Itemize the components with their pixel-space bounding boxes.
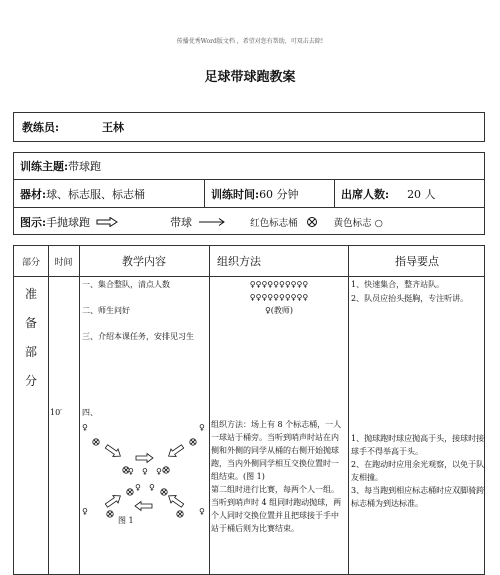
figure-label: 图 1 xyxy=(118,516,134,525)
content-item: 三、介绍本课任务，安排见习生 xyxy=(82,332,194,341)
point-item: 2、队员应抬头挺胸，专注听讲。 xyxy=(351,294,469,303)
time-label: 训练时间: xyxy=(211,187,260,201)
svg-text:♀: ♀ xyxy=(142,467,148,476)
lesson-plan-table xyxy=(13,245,485,575)
col-divider xyxy=(348,246,349,574)
formation-row: ♀(教师) xyxy=(264,306,294,315)
content-item: 二、师生问好 xyxy=(82,306,130,315)
svg-text:♀: ♀ xyxy=(149,483,155,492)
attendance-value: 20 人 xyxy=(407,187,436,201)
header-time: 时间 xyxy=(54,257,73,268)
prep-char: 准 xyxy=(24,287,37,301)
coach-name: 王林 xyxy=(102,121,124,134)
point-item: 3、每当跑到相应标志桶时应双脚骑跨标志桶为到达标准。 xyxy=(351,486,485,508)
svg-text:♀: ♀ xyxy=(82,507,88,516)
line-arrow-icon xyxy=(198,217,226,227)
prep-char: 分 xyxy=(24,374,37,388)
content-items xyxy=(82,278,208,344)
col-divider xyxy=(48,246,49,574)
point-item: 1、抛球跑时球应抛高于头，接球时接球手不得举高于头。 xyxy=(351,434,485,456)
svg-text:♀: ♀ xyxy=(199,423,205,432)
time-cell xyxy=(205,180,335,207)
hollow-arrow-icon xyxy=(96,217,118,227)
svg-text:♀: ♀ xyxy=(128,467,134,476)
svg-text:♀: ♀ xyxy=(199,507,205,516)
legend-dribble xyxy=(170,214,226,230)
col-divider xyxy=(209,246,210,574)
legend-yellow-cone-text: 黄色标志 ○ xyxy=(333,217,383,229)
coach-box xyxy=(13,112,485,142)
attendance-cell xyxy=(335,180,484,207)
formation-diagram xyxy=(211,278,347,317)
drill-figure xyxy=(80,418,208,528)
item4-label: 四、 xyxy=(82,408,98,417)
legend-label: 图示: xyxy=(20,215,47,229)
legend-throw-run-text: 手抛球跑 xyxy=(46,215,91,229)
legend-dribble-text: 带球 xyxy=(170,215,193,229)
legend-yellow-cone xyxy=(334,215,383,229)
svg-text:♀: ♀ xyxy=(135,483,141,492)
method-text: 组织方法：场上有 8 个标志桶，一人一球站于桶旁。当听到哨声时站在内侧和外侧的同学从桶的右侧开始抛球跑，当内外侧同学相互交换位置时一组结束。(图 1) 第二组时进行比赛，每两个人一组。当听到哨声时 4 组同时跑动抛球，两个人同时交换位置并且把球接于手中站于桶后则为比赛结束。 xyxy=(211,420,342,533)
formation-row: ♀♀♀♀♀♀♀♀♀♀ xyxy=(249,293,309,302)
topic-label: 训练主题: xyxy=(20,160,69,173)
equipment-value: 球、标志服、标志桶 xyxy=(46,187,146,201)
legend-red-cone-text: 红色标志桶 xyxy=(250,217,298,229)
header-part: 部分 xyxy=(21,257,40,268)
equipment-cell xyxy=(14,180,205,207)
equipment-label: 器材: xyxy=(20,187,47,201)
time-value: 60 分钟 xyxy=(259,187,299,201)
header-method: 组织方法 xyxy=(217,255,261,268)
info-table xyxy=(13,152,485,235)
legend-throw-run xyxy=(46,214,118,230)
prep-char: 部 xyxy=(24,345,37,359)
legend-red-cone xyxy=(250,215,318,229)
equipment-row xyxy=(14,180,484,208)
prep-points xyxy=(351,278,485,306)
svg-text:♀: ♀ xyxy=(156,467,162,476)
formation-row: ♀♀♀♀♀♀♀♀♀♀ xyxy=(249,280,309,289)
header-note: 传播优秀Word版文档 ，希望对您有帮助，可双击去除! xyxy=(176,38,324,45)
time-value-10: 10′ xyxy=(50,408,62,417)
drill-points xyxy=(351,432,485,510)
crossed-circle-icon xyxy=(306,216,318,228)
svg-text:♀: ♀ xyxy=(82,423,88,432)
topic-value: 带球跑 xyxy=(68,160,102,173)
prep-part-label xyxy=(14,280,48,396)
topic-row xyxy=(14,153,484,180)
attendance-label: 出席人数: xyxy=(341,187,390,201)
document-title: 足球带球跑教案 xyxy=(204,70,296,85)
prep-char: 备 xyxy=(24,316,37,330)
header-divider xyxy=(14,276,484,277)
header-content: 教学内容 xyxy=(122,255,166,268)
coach-label: 教练员: xyxy=(22,121,60,134)
point-item: 1、快速集合，整齐站队。 xyxy=(351,280,445,289)
header-points: 指导要点 xyxy=(395,255,439,268)
content-item: 一、集合整队，清点人数 xyxy=(82,280,170,289)
point-item: 2、在跑动时应用余光观察，以免于队友相撞。 xyxy=(351,460,485,482)
legend-row xyxy=(14,208,484,235)
